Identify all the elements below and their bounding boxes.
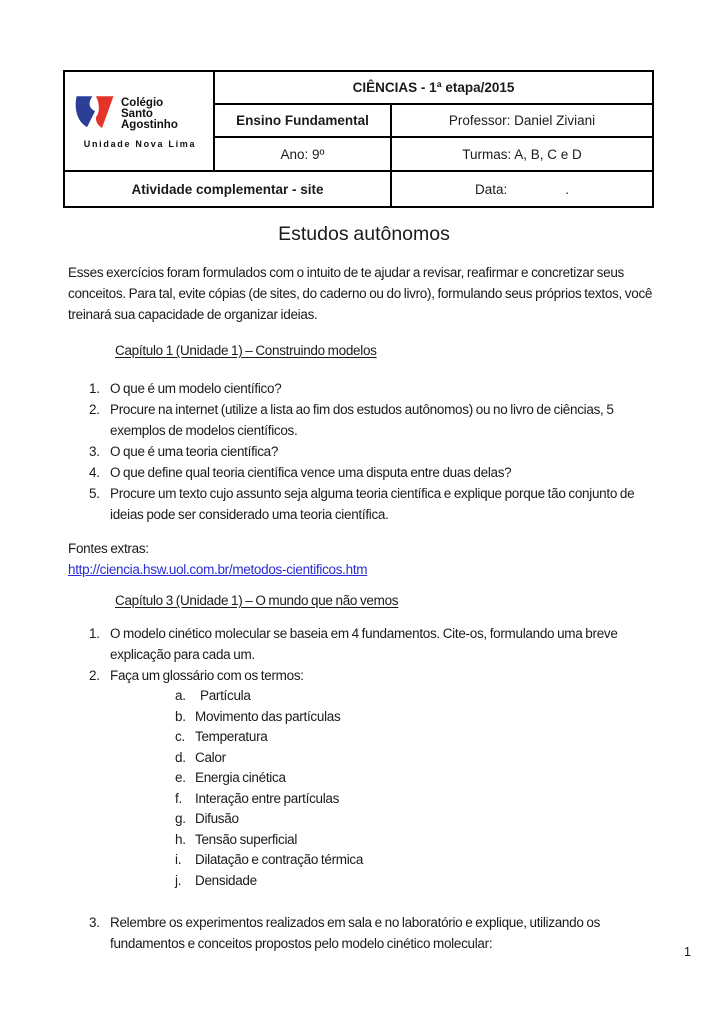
activity-cell: Atividade complementar - site (64, 171, 391, 207)
sources-label: Fontes extras: (68, 541, 149, 556)
glossary-term: Dilatação e contração térmica (195, 852, 364, 867)
list-item: O que é uma teoria científica? (110, 444, 279, 459)
document-body (68, 207, 660, 954)
header-table (63, 70, 654, 208)
list-item: O que define qual teoria científica vence uma disputa entre duas delas? (110, 465, 512, 480)
glossary-term: Energia cinética (195, 770, 286, 785)
course-title-cell: CIÊNCIAS - 1ª etapa/2015 (214, 71, 653, 104)
school-name: Colégio Santo Agostinho (121, 97, 178, 131)
professor-cell: Professor: Daniel Ziviani (391, 104, 653, 137)
glossary-term: Interação entre partículas (195, 790, 340, 806)
glossary-term: Tensão superficial (195, 831, 298, 847)
glossary-term: Temperatura (195, 729, 268, 744)
page-number: 1 (684, 945, 691, 959)
list-item: Procure um texto cujo assunto seja alguma teoria científica e explique porque tão conjunto de ideias pode ser considerado uma teoria científica. (110, 486, 635, 522)
glossary-term: Movimento das partículas (195, 708, 341, 724)
glossary-term: Calor (195, 749, 226, 765)
classes-cell: Turmas: A, B, C e D (391, 137, 653, 171)
extra-sources (68, 538, 660, 580)
school-logo-cell (64, 71, 214, 171)
list-item: Faça um glossário com os termos: Partícula Movimento das partículas Temperatura Calor Energia cinética Interação entre partículas Difusão Tensão superficial Dilatação e contração térmica Densidade (110, 665, 660, 891)
list-item: Relembre os experimentos realizados em sala e no laboratório e explique, utilizando os fundamentos e conceitos propostos pelo modelo cinético molecular: (110, 915, 601, 951)
school-logo-icon (73, 95, 117, 134)
glossary-term: Partícula (200, 688, 251, 703)
date-label: Data: (474, 181, 508, 197)
chapter1-question-list (68, 378, 660, 525)
date-value: . (565, 181, 570, 197)
list-item: O modelo cinético molecular se baseia em 4 fundamentos. Cite-os, formulando uma breve explicação para cada um. (110, 626, 618, 662)
page-title: Estudos autônomos (278, 223, 450, 245)
level-cell: Ensino Fundamental (214, 104, 391, 137)
glossary-term: Densidade (195, 872, 257, 888)
list-item: Procure na internet (utilize a lista ao fim dos estudos autônomos) ou no livro de ciências, 5 exemplos de modelos científicos. (110, 402, 614, 438)
intro-paragraph: Esses exercícios foram formulados com o intuito de te ajudar a revisar, reafirmar e concretizar seus conceitos. Para tal, evite cópias (de sites, do caderno ou do livro), formulando seus próprios textos, você treinará sua capacidade de organizar ideias. (68, 265, 653, 322)
chapter3-heading: Capítulo 3 (Unidade 1) – O mundo que não vemos (115, 593, 399, 608)
date-cell (391, 171, 653, 207)
school-unit: Unidade Nova Lima (83, 139, 197, 149)
chapter1-heading: Capítulo 1 (Unidade 1) – Construindo modelos (115, 343, 377, 358)
year-cell: Ano: 9º (214, 137, 391, 171)
chapter3-question-list (68, 623, 660, 954)
glossary-term: Difusão (195, 811, 239, 826)
glossary-term-list (110, 686, 660, 891)
list-item: O que é um modelo científico? (110, 381, 282, 396)
sources-hyperlink[interactable]: http://ciencia.hsw.uol.com.br/metodos-cientificos.htm (68, 562, 368, 577)
